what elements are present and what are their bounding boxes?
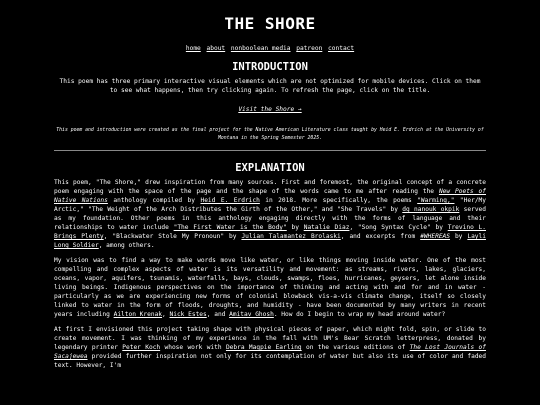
inline-link[interactable]: "Warming,": [417, 197, 455, 205]
inline-link[interactable]: New Poets of Native Nations: [54, 188, 486, 205]
inline-link[interactable]: Ailton Krenak: [113, 311, 163, 319]
explanation-paragraph-1: [54, 179, 486, 251]
text-run: on the various editions of: [301, 344, 410, 352]
inline-link[interactable]: "The First Water is the Body": [173, 224, 287, 232]
text-run: "Her/My Arctic," "The Weight of the Arch Distributes the Girth of the Other," and "She Travels" by: [54, 197, 486, 214]
explanation-paragraph-3: [54, 326, 486, 371]
visit-shore-container: [54, 106, 486, 115]
page-title[interactable]: THE SHORE: [224, 14, 316, 33]
inline-link[interactable]: #WHEREAS: [420, 233, 450, 241]
explanation-heading: EXPLANATION: [235, 162, 305, 175]
nav-link-patreon[interactable]: patreon: [296, 45, 323, 53]
text-run: by: [450, 233, 468, 241]
text-run: , among others.: [98, 242, 155, 250]
inline-link[interactable]: The Lost Journals of Sacajewea: [54, 344, 486, 361]
nav-link-nonboolean-media[interactable]: nonboolean media: [230, 45, 291, 53]
inline-link[interactable]: Natalie Diaz: [303, 224, 350, 232]
text-run: My vision was to find a way to make words move like water, or like things moving inside water. One of the most compelling and complex aspects of water is its versatility and movement: as streams, rivers, lakes, glaciers, oceans, vapor, aquifers, tsunamis, waterfalls, bays, clouds, swamps, floes, hurricanes, geysers, let alone inside living beings. Indigenous perspectives on the importance of thinking and acting with and for and in water - particularly as we are experiencing new forms of colonial blowback vis-a-vis climate change, itself so closely linked to water in the form of floods, droughts, and humidity - have been documented by many writers in recent years including: [54, 257, 486, 319]
inline-link[interactable]: Amitav Ghosh: [229, 311, 274, 319]
text-run: served as my foundation. Other poems in this anthology engaging directly with the forms of language and their relationships to water include: [54, 206, 487, 232]
page-container: [54, 0, 486, 371]
nav-link-home[interactable]: home: [185, 45, 201, 53]
inline-link[interactable]: Layli Long Soldier: [54, 233, 486, 250]
inline-link[interactable]: Trevino L. Brings Plenty: [54, 224, 486, 241]
text-run: by: [286, 224, 304, 232]
explanation-paragraph-2: [54, 257, 486, 320]
text-run: , and: [206, 311, 230, 319]
text-run: whose work with: [160, 344, 226, 352]
nav-link-contact[interactable]: contact: [328, 45, 355, 53]
top-nav: [54, 45, 486, 54]
text-run: in 2018. More specifically, the poems: [259, 197, 418, 205]
introduction-text: This poem has three primary interactive visual elements which are not optimized for mobile devices. Click on them to see what happens, then try clicking again. To refresh the page, click on the title.: [59, 78, 481, 95]
inline-link[interactable]: Heid E. Erdrich: [200, 197, 260, 205]
introduction-heading: INTRODUCTION: [232, 61, 308, 74]
inline-link[interactable]: Julian Talamantez Brolaski: [241, 233, 341, 241]
inline-link[interactable]: Nick Estes: [169, 311, 207, 319]
text-run: anthology compiled by: [107, 197, 201, 205]
text-run: . How do I begin to wrap my head around water?: [273, 311, 446, 319]
inline-link[interactable]: Peter Koch: [122, 344, 161, 352]
text-run: ,: [162, 311, 170, 319]
project-credit: This poem and introduction were created as the final project for the Native American Literature class taught by Heid E. Erdrich at the University of Montana in the Spring Semester 2025.: [56, 128, 484, 141]
text-run: provided further inspiration not only for its contemplation of water but also its use of color and faded text. However, I'm: [54, 353, 486, 370]
text-run: This poem, "The Shore," drew inspiration from many sources. First and foremost, the original concept of a concrete poem engaging with the space of the page and the shape of the words came to me after reading the: [54, 179, 486, 196]
visit-the-shore-link[interactable]: Visit the Shore →: [238, 106, 302, 114]
explanation-body: [54, 179, 486, 371]
inline-link[interactable]: Debra Magpie Earling: [225, 344, 302, 352]
text-run: , "Blackwater Stole My Pronoun" by: [103, 233, 242, 241]
text-run: , and excerpts from: [340, 233, 421, 241]
section-divider: [54, 150, 486, 151]
text-run: At first I envisioned this project taking shape with physical pieces of paper, which might fold, spin, or slide to create movement. I was thinking of my experience in the fall with UM's Bear Scratch letterpress, donated by legendary printer: [54, 326, 486, 352]
text-run: , "Song Syntax Cycle" by: [349, 224, 448, 232]
nav-link-about[interactable]: about: [206, 45, 226, 53]
inline-link[interactable]: dg nanouk okpik: [402, 206, 460, 214]
